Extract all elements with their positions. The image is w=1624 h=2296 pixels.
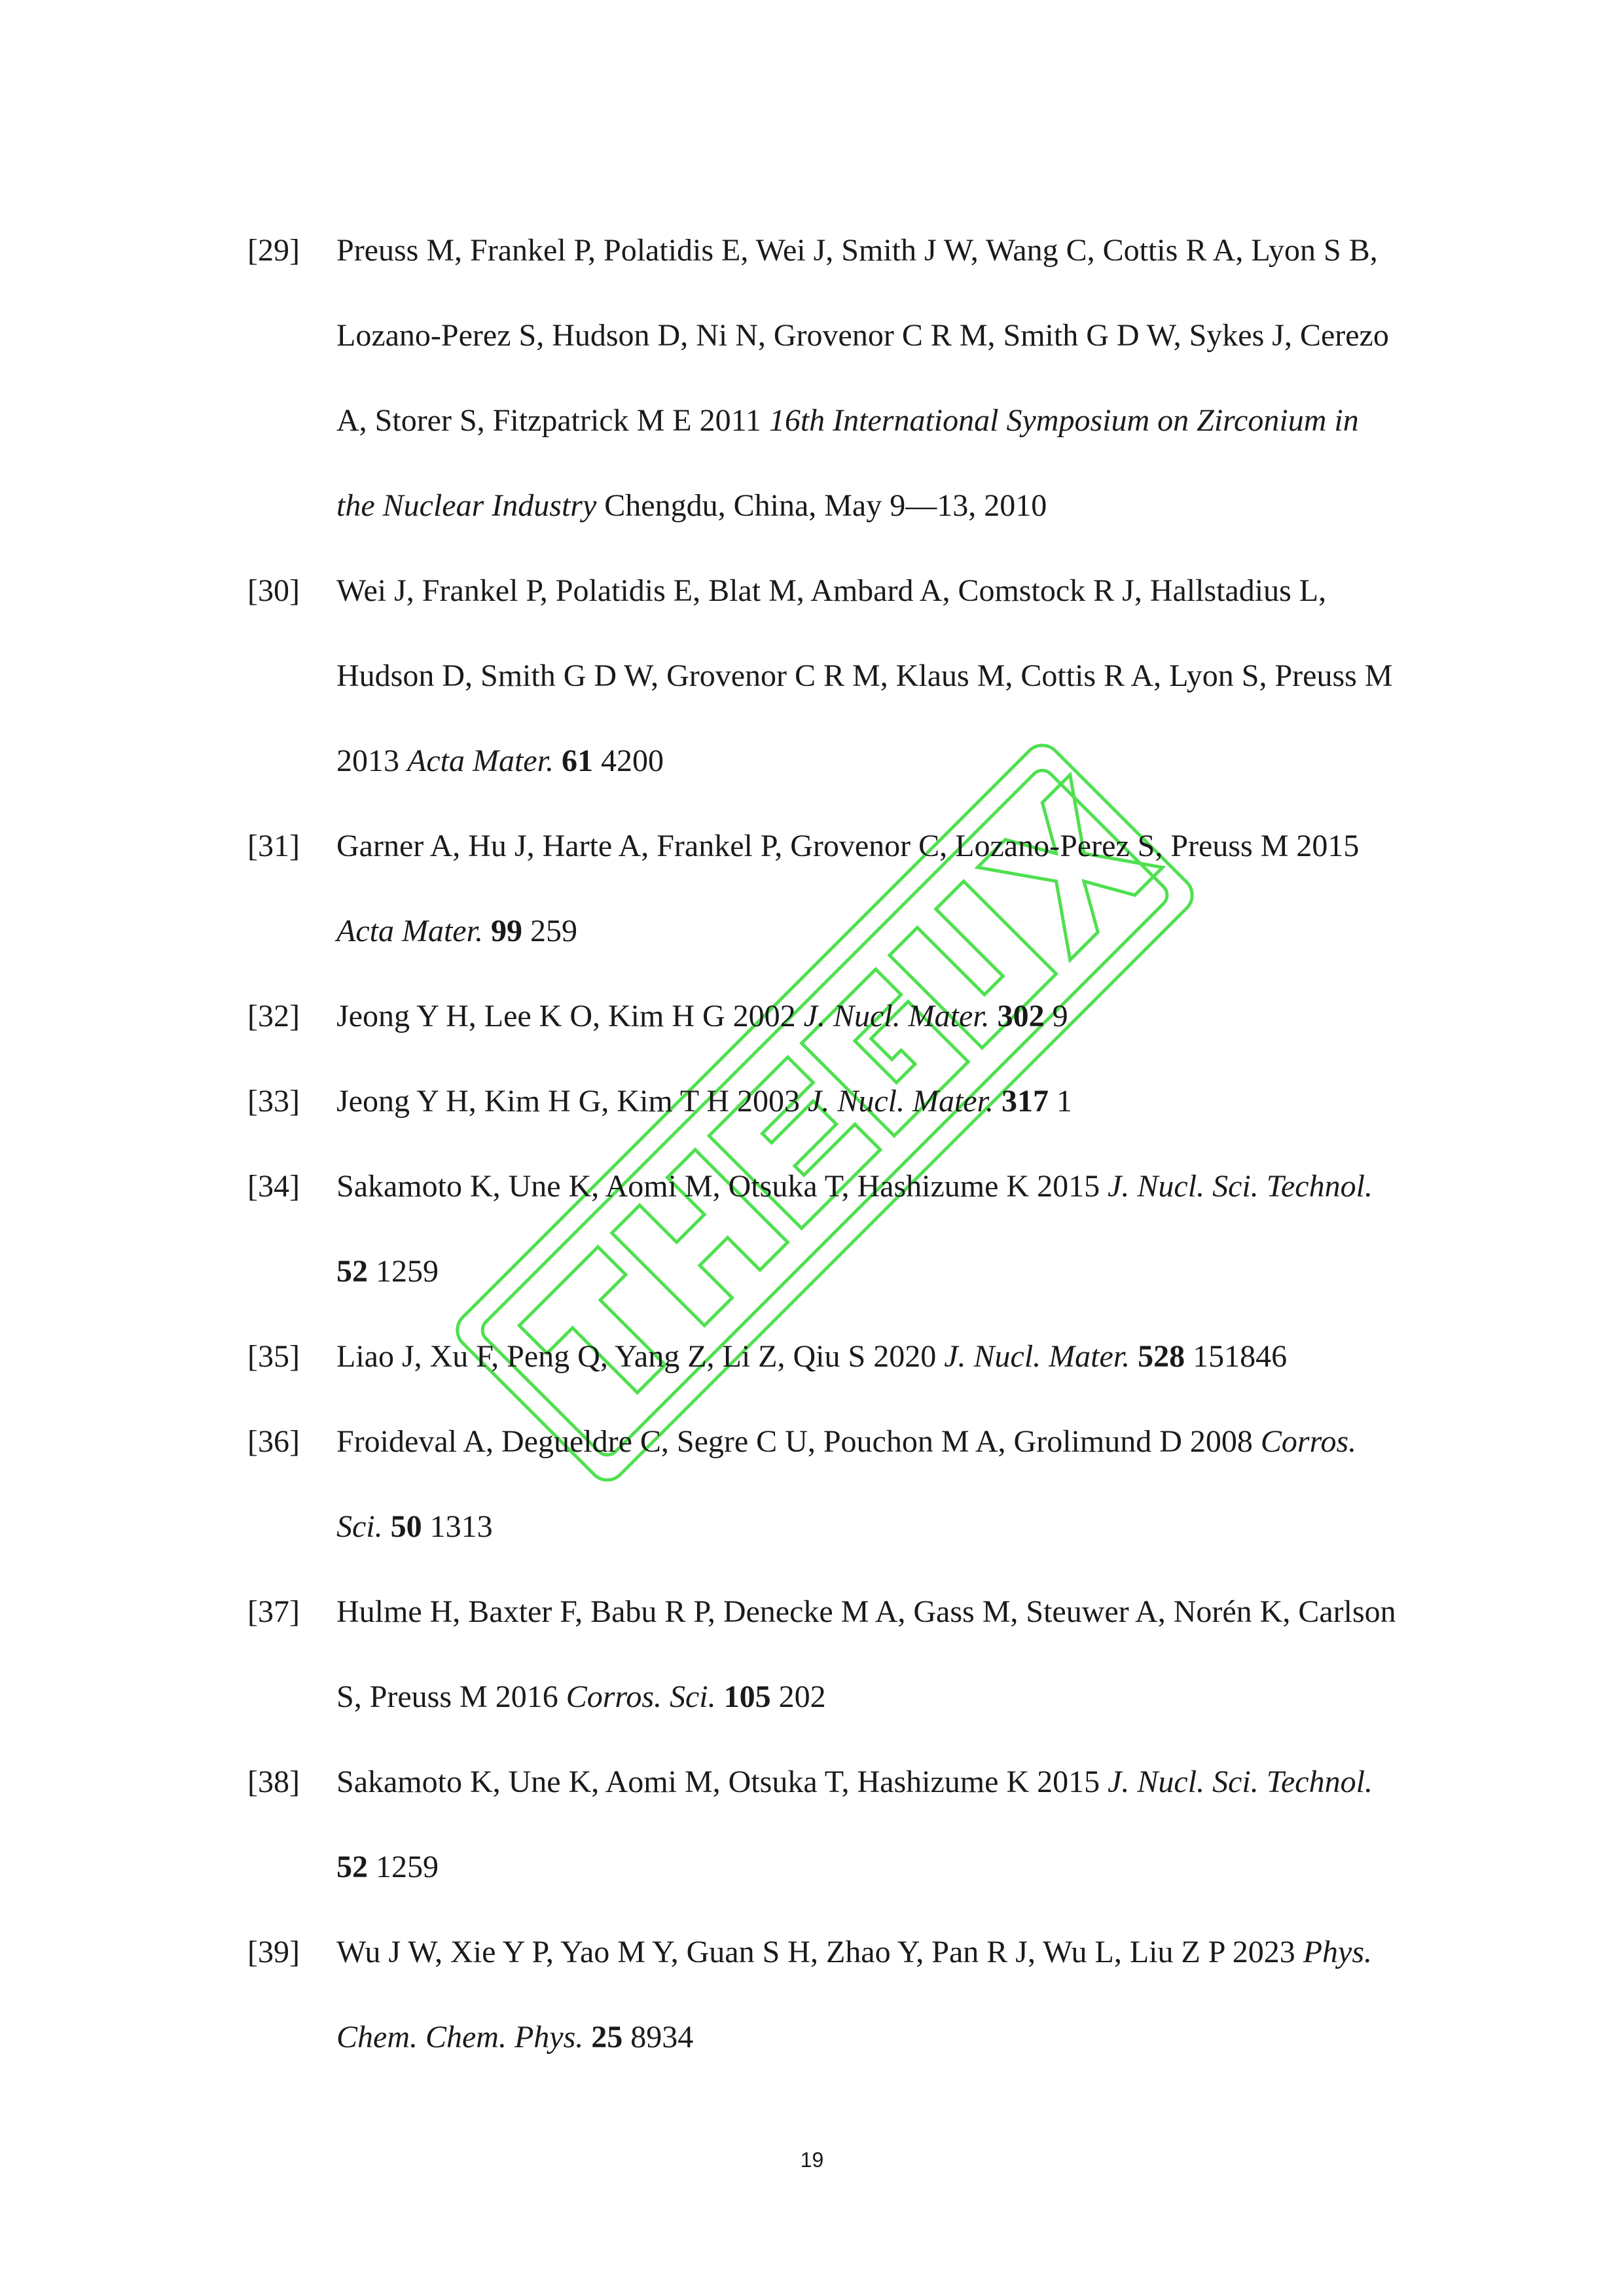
volume-number: 99 bbox=[490, 914, 522, 948]
volume-number: 50 bbox=[390, 1509, 422, 1544]
volume-number: 52 bbox=[336, 1850, 368, 1884]
page-number: 19 bbox=[800, 2148, 824, 2172]
reference-text bbox=[336, 1910, 1399, 2080]
journal-title: Phys. Chem. Chem. Phys. bbox=[336, 1935, 1373, 2054]
reference-segment bbox=[383, 1509, 391, 1544]
volume-number: 317 bbox=[1001, 1084, 1049, 1119]
reference-segment bbox=[716, 1679, 724, 1714]
reference-segment bbox=[554, 744, 562, 778]
reference-segment: Liao J, Xu F, Peng Q, Yang Z, Li Z, Qiu S 2020 bbox=[336, 1339, 945, 1374]
volume-number: 302 bbox=[997, 999, 1045, 1033]
volume-number: 528 bbox=[1138, 1339, 1185, 1374]
reference-text bbox=[336, 1314, 1399, 1399]
reference-text bbox=[336, 208, 1399, 548]
reference-segment: 151846 bbox=[1185, 1339, 1288, 1374]
reference-segment: 1313 bbox=[422, 1509, 493, 1544]
reference-item bbox=[247, 1740, 1399, 1910]
reference-item bbox=[247, 1314, 1399, 1399]
reference-segment: Jeong Y H, Lee K O, Kim H G 2002 bbox=[336, 999, 804, 1033]
reference-segment: Hulme H, Baxter F, Babu R P, Denecke M A, Gass M, Steuwer A, Norén K, Carlson S, Preuss M 2016 bbox=[336, 1594, 1396, 1714]
reference-segment bbox=[994, 1084, 1001, 1119]
reference-segment bbox=[990, 999, 998, 1033]
volume-number: 61 bbox=[561, 744, 593, 778]
volume-number: 52 bbox=[336, 1254, 368, 1289]
reference-text bbox=[336, 804, 1399, 974]
reference-number: [34] bbox=[247, 1169, 300, 1204]
reference-segment: 1259 bbox=[368, 1254, 439, 1289]
journal-title: 16th International Symposium on Zirconium in the Nuclear Industry bbox=[336, 403, 1359, 523]
reference-segment: 259 bbox=[522, 914, 577, 948]
journal-title: Corros. Sci. bbox=[566, 1679, 716, 1714]
journal-title: Acta Mater. bbox=[407, 744, 554, 778]
journal-title: J. Nucl. Sci. Technol. bbox=[1108, 1169, 1373, 1204]
reference-segment: Sakamoto K, Une K, Aomi M, Otsuka T, Hashizume K 2015 bbox=[336, 1169, 1108, 1204]
reference-text bbox=[336, 1570, 1399, 1740]
reference-item bbox=[247, 1570, 1399, 1740]
journal-title: J. Nucl. Mater. bbox=[803, 999, 990, 1033]
reference-segment: Sakamoto K, Une K, Aomi M, Otsuka T, Hashizume K 2015 bbox=[336, 1765, 1108, 1799]
reference-segment bbox=[1130, 1339, 1138, 1374]
reference-text bbox=[336, 1059, 1399, 1144]
reference-item bbox=[247, 1059, 1399, 1144]
reference-segment: Wei J, Frankel P, Polatidis E, Blat M, Ambard A, Comstock R J, Hallstadius L, Hudson D, Smith G D W, Grovenor C R M, Klaus M, Cottis R A, Lyon S, Preuss M 2013 bbox=[336, 573, 1393, 778]
reference-item bbox=[247, 1144, 1399, 1314]
journal-title: Acta Mater. bbox=[336, 914, 483, 948]
reference-text bbox=[336, 974, 1399, 1059]
reference-item bbox=[247, 974, 1399, 1059]
reference-text bbox=[336, 1144, 1399, 1314]
reference-segment: Garner A, Hu J, Harte A, Frankel P, Grovenor C, Lozano-Perez S, Preuss M 2015 bbox=[336, 829, 1360, 863]
reference-number: [32] bbox=[247, 999, 300, 1033]
reference-segment: 1 bbox=[1048, 1084, 1072, 1119]
reference-segment: Wu J W, Xie Y P, Yao M Y, Guan S H, Zhao Y, Pan R J, Wu L, Liu Z P 2023 bbox=[336, 1935, 1303, 1969]
journal-title: J. Nucl. Sci. Technol. bbox=[1108, 1765, 1373, 1799]
reference-segment: Chengdu, China, May 9—13, 2010 bbox=[596, 488, 1047, 523]
journal-title: Corros. Sci. bbox=[336, 1424, 1357, 1544]
reference-number: [39] bbox=[247, 1935, 300, 1969]
reference-item bbox=[247, 1399, 1399, 1570]
reference-segment: 8934 bbox=[623, 2020, 694, 2054]
reference-number: [36] bbox=[247, 1424, 300, 1459]
reference-segment: Jeong Y H, Kim H G, Kim T H 2003 bbox=[336, 1084, 808, 1119]
reference-segment bbox=[483, 914, 491, 948]
reference-item bbox=[247, 804, 1399, 974]
reference-list bbox=[247, 208, 1399, 2080]
reference-segment: 1259 bbox=[368, 1850, 439, 1884]
volume-number: 25 bbox=[591, 2020, 623, 2054]
journal-title: J. Nucl. Mater. bbox=[944, 1339, 1130, 1374]
reference-item bbox=[247, 548, 1399, 804]
reference-text bbox=[336, 548, 1399, 804]
reference-segment: 4200 bbox=[592, 744, 664, 778]
reference-segment: Froideval A, Degueldre C, Segre C U, Pouchon M A, Grolimund D 2008 bbox=[336, 1424, 1261, 1459]
reference-number: [38] bbox=[247, 1765, 300, 1799]
reference-item bbox=[247, 1910, 1399, 2080]
reference-item bbox=[247, 208, 1399, 548]
reference-text bbox=[336, 1399, 1399, 1570]
reference-number: [35] bbox=[247, 1339, 300, 1374]
reference-number: [31] bbox=[247, 829, 300, 863]
reference-number: [29] bbox=[247, 233, 300, 268]
reference-text bbox=[336, 1740, 1399, 1910]
reference-segment: 202 bbox=[770, 1679, 826, 1714]
reference-number: [37] bbox=[247, 1594, 300, 1629]
reference-segment bbox=[583, 2020, 591, 2054]
journal-title: J. Nucl. Mater. bbox=[808, 1084, 994, 1119]
reference-segment: Preuss M, Frankel P, Polatidis E, Wei J, Smith J W, Wang C, Cottis R A, Lyon S B, Lozano-Perez S, Hudson D, Ni N, Grovenor C R M, Smith G D W, Sykes J, Cerezo A, Storer S, Fitzpatrick M E 2011 bbox=[336, 233, 1389, 438]
reference-number: [33] bbox=[247, 1084, 300, 1119]
reference-number: [30] bbox=[247, 573, 300, 608]
reference-segment: 9 bbox=[1044, 999, 1068, 1033]
volume-number: 105 bbox=[723, 1679, 771, 1714]
